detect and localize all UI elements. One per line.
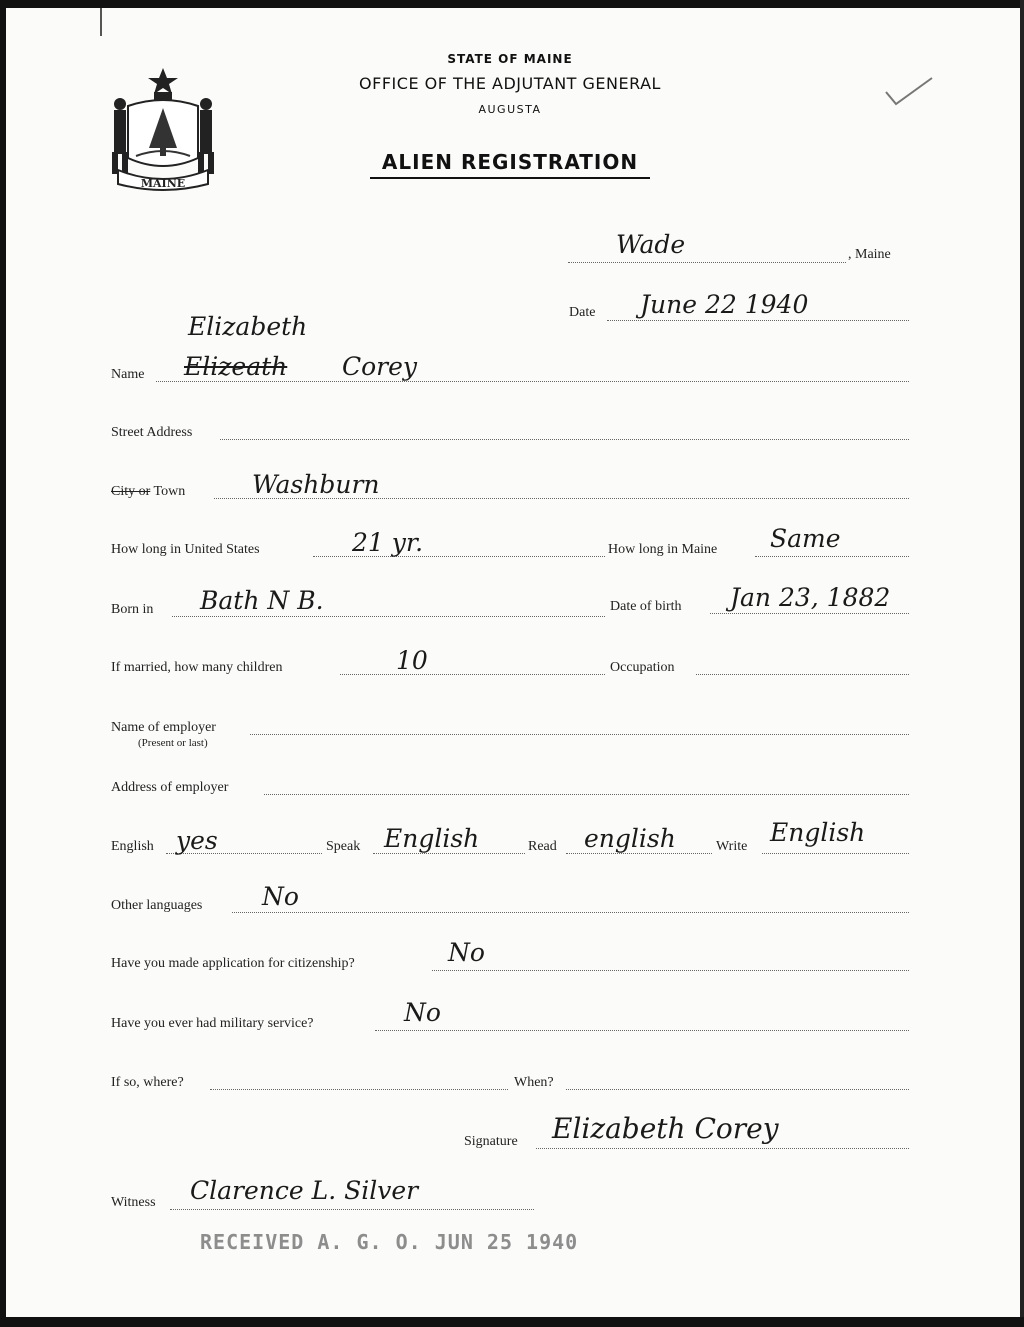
speak-label: Speak [326, 839, 361, 854]
occupation-line [696, 674, 909, 675]
citizenship-label: Have you made application for citizenship? [111, 956, 355, 971]
signature-value: Elizabeth Corey [552, 1112, 779, 1145]
city-struck: City or [111, 484, 151, 499]
name-surname: Corey [342, 352, 418, 381]
read-value: english [584, 824, 676, 853]
employer-addr-line [264, 794, 909, 795]
check-mark-icon [882, 74, 934, 110]
title-underline [370, 177, 650, 179]
read-line [566, 853, 712, 854]
name-line [156, 381, 909, 382]
other-lang-value: No [262, 882, 299, 911]
place-suffix: , Maine [848, 247, 891, 262]
maine-label: How long in Maine [608, 542, 718, 557]
seal-text: MAINE [140, 177, 186, 190]
citizenship-line [432, 970, 909, 971]
employer-label: Name of employer [111, 720, 216, 735]
military-label: Have you ever had military service? [111, 1016, 314, 1031]
scan-edge-right [1020, 0, 1024, 1327]
maine-value: Same [770, 524, 841, 553]
town-label-wrapper [111, 484, 185, 500]
seal-banner [108, 66, 218, 192]
street-line [220, 439, 909, 440]
children-label: If married, how many children [111, 660, 283, 675]
place-line [568, 262, 846, 263]
children-value: 10 [396, 646, 428, 675]
dob-line [710, 613, 909, 614]
form-title: ALIEN REGISTRATION [381, 150, 639, 174]
signature-line [536, 1148, 909, 1149]
when-label: When? [514, 1075, 554, 1090]
town-label: Town [153, 484, 186, 499]
header-office: OFFICE OF THE ADJUTANT GENERAL [359, 74, 661, 93]
where-label: If so, where? [111, 1075, 184, 1090]
born-label: Born in [111, 602, 154, 617]
scan-edge-top [0, 0, 1024, 8]
name-correction: Elizabeth [188, 312, 308, 341]
when-line [566, 1089, 909, 1090]
name-label: Name [111, 367, 145, 382]
scan-edge-bottom [0, 1317, 1024, 1327]
us-label: How long in United States [111, 542, 260, 557]
military-line [375, 1030, 909, 1031]
dob-label: Date of birth [610, 599, 682, 614]
english-label: English [111, 839, 154, 854]
maine-line [755, 556, 909, 557]
name-struck: Elizeath [184, 352, 288, 381]
english-value: yes [176, 826, 218, 855]
witness-line [170, 1209, 534, 1210]
dob-value: Jan 23, 1882 [730, 583, 891, 612]
place-value: Wade [616, 230, 686, 259]
town-value: Washburn [252, 470, 380, 499]
date-line [607, 320, 909, 321]
witness-label: Witness [111, 1195, 156, 1210]
date-value: June 22 1940 [640, 290, 809, 319]
speak-line [373, 853, 525, 854]
born-value: Bath N B. [200, 586, 324, 615]
street-label: Street Address [111, 425, 193, 440]
write-value: English [770, 818, 866, 847]
write-line [762, 853, 909, 854]
employer-sub: (Present or last) [138, 737, 208, 749]
born-line [172, 616, 605, 617]
signature-label: Signature [464, 1134, 518, 1149]
header-city: AUGUSTA [478, 103, 542, 116]
other-lang-label: Other languages [111, 898, 203, 913]
military-value: No [404, 998, 441, 1027]
employer-line [250, 734, 909, 735]
scan-edge-left [0, 0, 6, 1327]
header-state: STATE OF MAINE [447, 52, 573, 66]
write-label: Write [716, 839, 748, 854]
witness-value: Clarence L. Silver [190, 1176, 419, 1205]
speak-value: English [384, 824, 480, 853]
citizenship-value: No [448, 938, 485, 967]
where-line [210, 1089, 508, 1090]
other-lang-line [232, 912, 909, 913]
received-stamp: RECEIVED A. G. O. JUN 25 1940 [200, 1230, 579, 1254]
us-value: 21 yr. [352, 528, 424, 557]
scan-mark [100, 8, 102, 36]
read-label: Read [528, 839, 557, 854]
children-line [340, 674, 605, 675]
date-label: Date [569, 305, 596, 320]
occupation-label: Occupation [610, 660, 675, 675]
employer-addr-label: Address of employer [111, 780, 229, 795]
